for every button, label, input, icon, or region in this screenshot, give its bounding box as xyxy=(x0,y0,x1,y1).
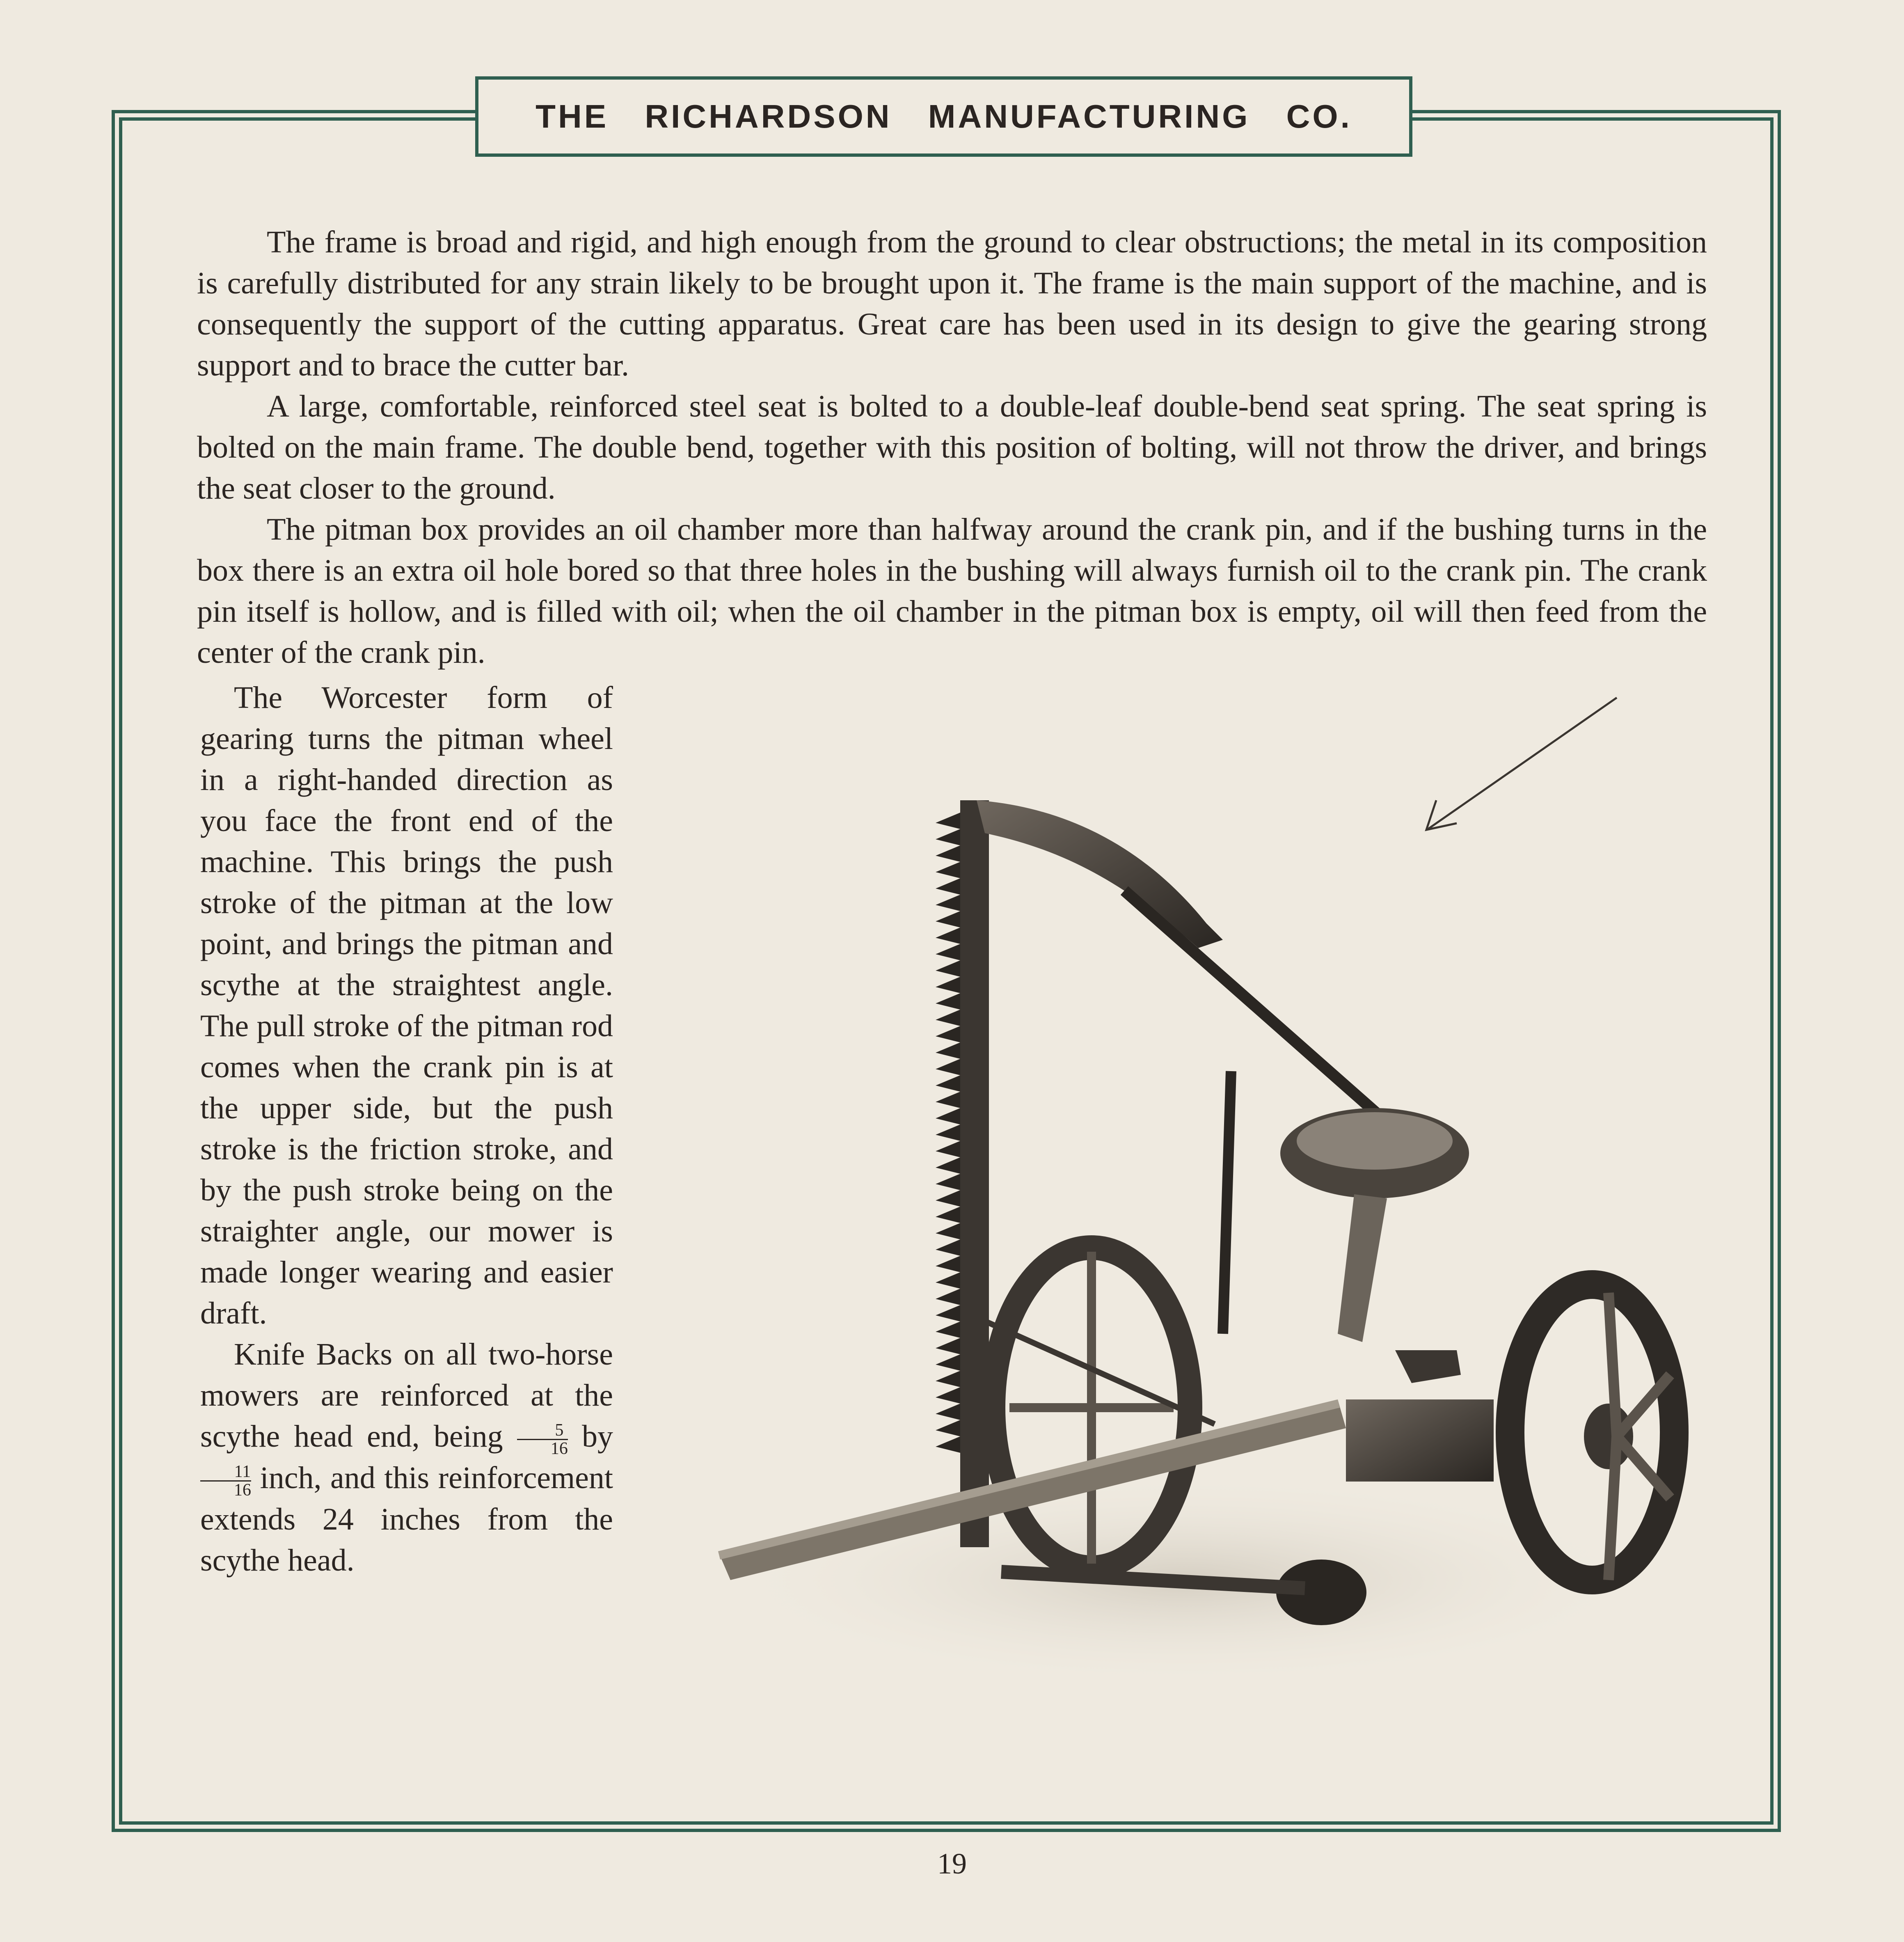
grass-board xyxy=(977,800,1223,948)
frac-den: 16 xyxy=(517,1439,568,1457)
knife-outro: inch, and this reinforcement extends 24 inches from the scythe head. xyxy=(200,1461,613,1578)
paragraph-seat: A large, comfortable, reinforced steel seat is bolted to a double-leaf double-bend seat spring. The seat spring is bolted on the main frame. The double bend, together with this position of bolting, will not throw the driver, and brings the seat closer to the ground. xyxy=(197,389,1707,506)
fraction-five-sixteenths xyxy=(517,1422,568,1457)
frac-den: 16 xyxy=(200,1480,251,1499)
paragraph-pitman-box: The pitman box provides an oil chamber more than halfway around the crank pin, and if the bushing turns in the box there is an extra oil hole bored so that three holes in the bushing will always furnish oil to the crank pin. The crank pin itself is hollow, and is filled with oil; when the oil chamber in the pitman box is empty, oil will then feed from the center of the crank pin. xyxy=(197,512,1707,670)
seat xyxy=(1280,1108,1469,1342)
frac-num: 5 xyxy=(555,1421,564,1440)
frac-num: 11 xyxy=(234,1462,251,1482)
pointer-arrow xyxy=(1426,698,1617,830)
by-word: by xyxy=(582,1419,613,1454)
mower-illustration xyxy=(714,677,1732,1724)
paragraph-worcester: The Worcester form of gearing turns the pitman wheel in a right-handed direction as you face the front end of the machine. This brings the push stroke of the pitman at the low point, and brings the pitman and scythe at the straightest angle. The pull stroke of the pitman rod comes when the crank pin is at the upper side, but the push stroke is the friction stroke, and by the push stroke being on the straighter angle, our mower is made longer wearing and easier draft. xyxy=(200,680,613,1331)
main-text-block xyxy=(197,222,1707,673)
cutter-bar xyxy=(936,800,989,1547)
header-banner xyxy=(475,76,1412,157)
company-name: THE RICHARDSON MANUFACTURING CO. xyxy=(536,98,1352,135)
hand-lever xyxy=(1223,1071,1231,1334)
frame-bracket xyxy=(1395,1350,1461,1383)
knife-intro: Knife Backs on all two-horse mowers are reinforced at the scythe head end, being xyxy=(200,1337,613,1454)
side-column xyxy=(200,677,613,1581)
paragraph-knife-backs xyxy=(200,1334,613,1581)
paragraph-frame: The frame is broad and rigid, and high enough from the ground to clear obstructions; the metal in its composition is carefully distributed for any strain likely to be brought upon it. The frame is the main support of the machine, and is consequently the support of the cutting apparatus. Great care has been used in its design to give the gearing strong support and to brace the cutter bar. xyxy=(197,225,1707,382)
gear-case xyxy=(1346,1399,1494,1482)
fraction-eleven-sixteenths xyxy=(200,1463,251,1499)
lifting-rod xyxy=(1124,891,1403,1137)
page-number: 19 xyxy=(937,1847,967,1880)
left-wheel xyxy=(993,1248,1190,1568)
